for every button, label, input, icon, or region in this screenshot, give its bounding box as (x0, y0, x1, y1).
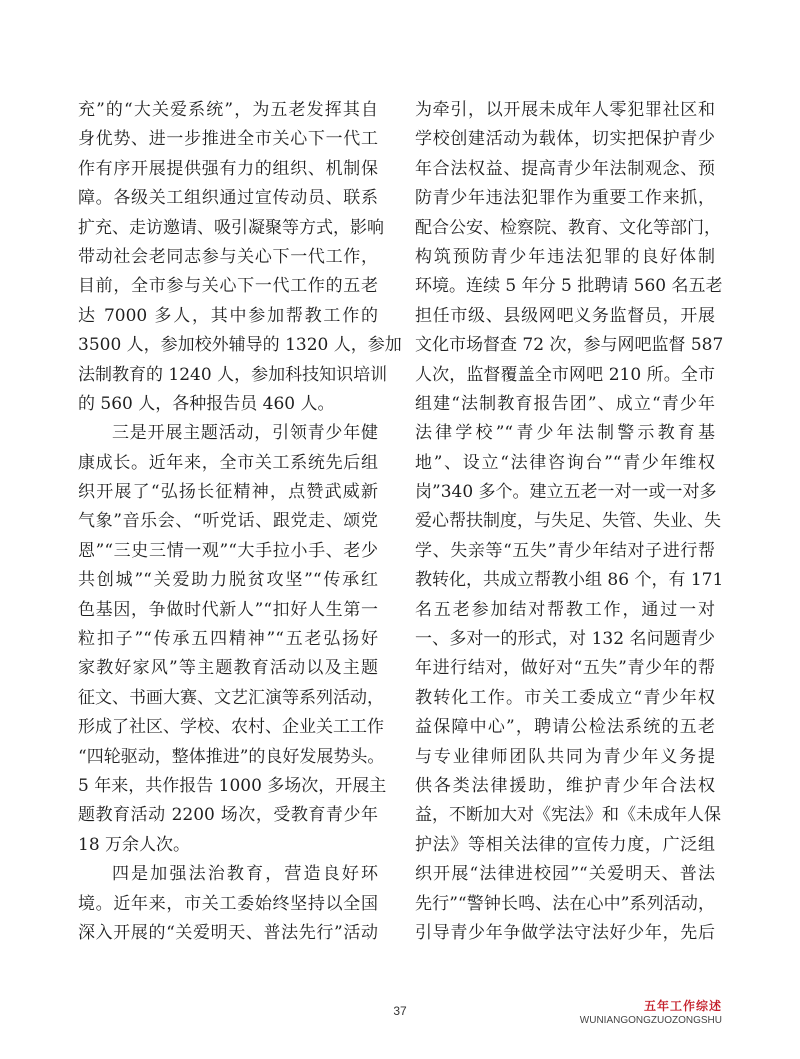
text-line: 色基因，争做时代新人”“扣好人生第一 (78, 599, 378, 620)
right-text-column (415, 96, 724, 948)
text-line: 形成了社区、学校、农村、企业关工工作 (78, 717, 384, 738)
text-line: 年合法权益、提高青少年法制观念、预 (415, 158, 715, 179)
text-line: 境。近年来，市关工委始终坚持以全国 (78, 893, 378, 914)
text-line: 扩充、走访邀请、吸引凝聚等方式，影响 (78, 217, 384, 238)
text-line: 织开展了“弘扬长征精神，点赞武威新 (78, 482, 378, 503)
text-line: 益保障中心”，聘请公检法系统的五老 (415, 717, 715, 738)
text-line: 5 年来，共作报告 1000 多场次，开展主 (78, 775, 387, 796)
left-text-column (78, 96, 402, 948)
text-line: 一、多对一的形式，对 132 名问题青少 (415, 629, 715, 650)
text-line: 3500 人，参加校外辅导的 1320 人，参加 (78, 335, 402, 356)
text-line: 法律学校”“青少年法制警示教育基 (415, 423, 715, 444)
text-line: 三是开展主题活动，引领青少年健 (112, 423, 378, 444)
text-line: 护法》等相关法律的宣传力度，广泛组 (415, 834, 715, 855)
text-line: 康成长。近年来，全市关工系统先后组 (78, 452, 378, 473)
text-line: 气象”音乐会、“听党话、跟党走、颂党 (78, 511, 378, 532)
text-line: 作有序开展提供强有力的组织、机制保 (78, 158, 378, 179)
text-line: 配合公安、检察院、教育、文化等部门， (415, 217, 721, 238)
text-line: 家教好家风”等主题教育活动以及主题 (78, 658, 378, 679)
text-line: 教转化工作。市关工委成立“青少年权 (415, 687, 715, 708)
text-line: 障。各级关工组织通过宣传动员、联系 (78, 188, 378, 209)
text-line: 的 560 人，各种报告员 460 人。 (78, 393, 335, 414)
text-line: 与专业律师团队共同为青少年义务提 (415, 746, 715, 767)
text-line: 达 7000 多人，其中参加帮教工作的 (78, 305, 378, 326)
text-line: 供各类法律援助，维护青少年合法权 (415, 775, 715, 796)
text-line: 名五老参加结对帮教工作，通过一对 (415, 599, 715, 620)
text-line: 先行”“警钟长鸣、法在心中”系列活动， (415, 893, 715, 914)
text-line: 共创城”“关爱助力脱贫攻坚”“传承红 (78, 570, 378, 591)
text-line: 题教育活动 2200 场次，受教育青少年 (78, 805, 378, 826)
text-line: 征文、书画大赛、文艺汇演等系列活动， (78, 687, 384, 708)
text-line: 人次，监督覆盖全市网吧 210 所。全市 (415, 364, 715, 385)
section-title-pinyin: WUNIANGONGZUOZONGSHU (579, 1015, 722, 1026)
text-line: 学、失亲等“五失”青少年结对子进行帮 (415, 540, 715, 561)
section-brand (580, 998, 722, 1027)
text-line: 深入开展的“关爱明天、普法先行”活动 (78, 922, 378, 943)
text-line: 年进行结对，做好对“五失”青少年的帮 (415, 658, 715, 679)
text-line: 担任市级、县级网吧义务监督员，开展 (415, 305, 715, 326)
text-line: 学校创建活动为载体，切实把保护青少 (415, 129, 715, 150)
text-line: 粒扣子”“传承五四精神”“五老弘扬好 (78, 629, 378, 650)
text-line: 恩”“三史三情一观”“大手拉小手、老少 (78, 540, 378, 561)
text-line: 为牵引，以开展未成年人零犯罪社区和 (415, 100, 715, 120)
page-number: 37 (393, 1004, 407, 1018)
text-line: 引导青少年争做学法守法好少年，先后 (415, 922, 715, 943)
text-line: 构筑预防青少年违法犯罪的良好体制 (415, 246, 715, 267)
section-title-cn: 五年工作综述 (643, 999, 722, 1013)
text-line: 带动社会老同志参与关心下一代工作， (78, 246, 378, 267)
text-line: 文化市场督查 72 次，参与网吧监督 587 (415, 335, 724, 356)
text-line: 18 万余人次。 (78, 834, 191, 855)
text-line: 环境。连续 5 年分 5 批聘请 560 名五老 (415, 276, 723, 297)
text-line: 岗”340 多个。建立五老一对一或一对多 (415, 482, 717, 503)
text-line: 法制教育的 1240 人，参加科技知识培训 (78, 364, 388, 385)
text-line: 充”的“大关爱系统”，为五老发挥其自 (78, 100, 378, 120)
text-line: 四是加强法治教育，营造良好环 (112, 864, 378, 885)
text-line: 爱心帮扶制度，与失足、失管、失业、失 (415, 511, 721, 532)
text-line: 身优势、进一步推进全市关心下一代工 (78, 129, 378, 150)
text-line: 益，不断加大对《宪法》和《未成年人保 (415, 805, 721, 826)
text-line: 防青少年违法犯罪作为重要工作来抓， (415, 188, 715, 209)
text-line: 目前，全市参与关心下一代工作的五老 (78, 276, 378, 297)
text-line: “四轮驱动，整体推进”的良好发展势头。 (78, 746, 385, 767)
text-line: 教转化，共成立帮教小组 86 个，有 171 (415, 570, 724, 591)
text-line: 织开展“法律进校园”“关爱明天、普法 (415, 864, 715, 885)
text-line: 组建“法制教育报告团”、成立“青少年 (415, 393, 715, 414)
text-line: 地”、设立“法律咨询台”“青少年维权 (415, 452, 715, 473)
